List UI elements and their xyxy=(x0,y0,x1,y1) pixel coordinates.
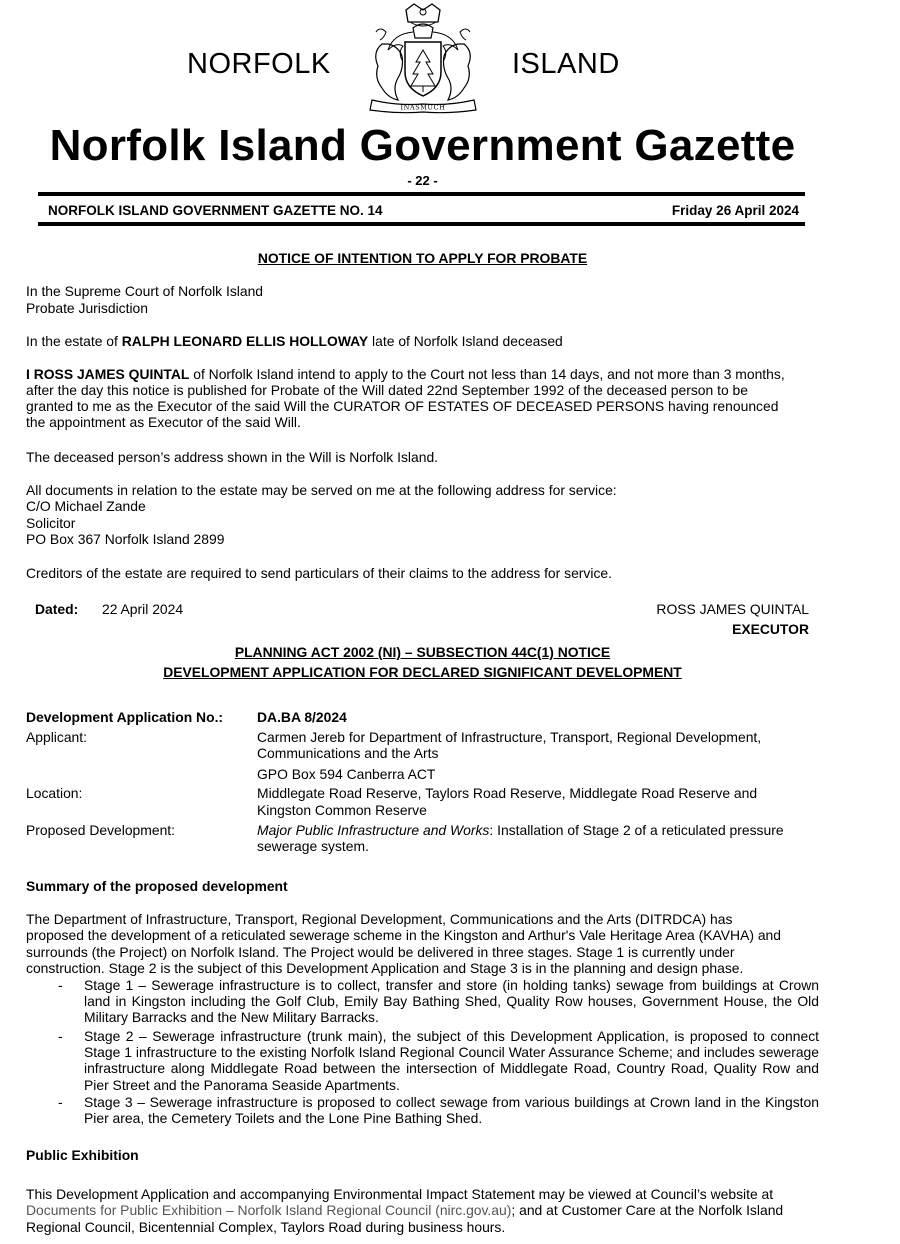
location-label: Location: xyxy=(26,785,83,801)
issue-number: NORFOLK ISLAND GOVERNMENT GAZETTE NO. 14 xyxy=(48,203,383,218)
page-number: - 22 - xyxy=(407,173,438,188)
planning-heading-2: DEVELOPMENT APPLICATION FOR DECLARED SIGNIFICANT DEVELOPMENT xyxy=(163,664,682,680)
masthead-left-word: NORFOLK xyxy=(187,48,331,80)
proposed-line-2: sewerage system. xyxy=(257,838,369,854)
masthead-right-word: ISLAND xyxy=(512,48,620,80)
service-line-2: Solicitor xyxy=(26,515,76,531)
proposed-label: Proposed Development: xyxy=(26,822,176,838)
dated-label: Dated: xyxy=(35,601,79,617)
bullet-dash: - xyxy=(58,1028,63,1044)
dated-value: 22 April 2024 xyxy=(102,601,184,617)
signatory-name: ROSS JAMES QUINTAL xyxy=(656,601,809,617)
summary-line-1: The Department of Infrastructure, Transport, Regional Development, Communications and the Arts (DITRDCA) has xyxy=(26,911,733,927)
applicant-name: I ROSS JAMES QUINTAL xyxy=(26,366,190,382)
intent-line-1: I ROSS JAMES QUINTAL of Norfolk Island intend to apply to the Court not less than 14 days, and not more than 3 months, xyxy=(26,366,785,382)
bottom-rule xyxy=(38,222,805,226)
list-item: Stage 1 – Sewerage infrastructure is to collect, transfer and store (in holding tanks) sewage from buildings at Crown land in Kingston including the Golf Club, Emily Bay Bathing Shed, Quality Row houses, Government House, the Old Military Barracks and the New Military Barracks. xyxy=(84,977,819,1026)
court-line-1: In the Supreme Court of Norfolk Island xyxy=(26,283,264,299)
exhibition-documents-link[interactable]: Documents for Public Exhibition – Norfolk Island Regional Council (nirc.gov.au) xyxy=(26,1202,512,1218)
probate-heading: NOTICE OF INTENTION TO APPLY FOR PROBATE xyxy=(257,250,588,266)
deceased-address-line: The deceased person’s address shown in the Will is Norfolk Island. xyxy=(26,449,439,465)
signatory-role: EXECUTOR xyxy=(732,621,809,637)
exhibition-line-3: Regional Council, Bicentennial Complex, Taylors Road during business hours. xyxy=(26,1219,506,1235)
location-line-2: Kingston Common Reserve xyxy=(257,802,427,818)
creditors-line: Creditors of the estate are required to send particulars of their claims to the address for service. xyxy=(26,565,612,581)
court-line-2: Probate Jurisdiction xyxy=(26,300,148,316)
planning-heading-1: PLANNING ACT 2002 (NI) – SUBSECTION 44C(1) NOTICE xyxy=(234,644,611,660)
service-line-3: PO Box 367 Norfolk Island 2899 xyxy=(26,531,225,547)
intent-line-4: the appointment as Executor of the said Will. xyxy=(26,414,301,430)
service-intro: All documents in relation to the estate may be served on me at the following address for service: xyxy=(26,482,617,498)
issue-date: Friday 26 April 2024 xyxy=(671,203,799,218)
da-number-label: Development Application No.: xyxy=(26,709,224,725)
exhibition-line-1: This Development Application and accompanying Environmental Impact Statement may be viewed at Council’s website at xyxy=(26,1186,774,1202)
da-number-value: DA.BA 8/2024 xyxy=(257,709,347,725)
location-line-1: Middlegate Road Reserve, Taylors Road Reserve, Middlegate Road Reserve and xyxy=(257,785,758,801)
proposed-line-1: Major Public Infrastructure and Works: Installation of Stage 2 of a reticulated pressure xyxy=(257,822,784,838)
summary-line-3: surrounds (the Project) on Norfolk Island. The Project would be delivered in three stages. Stage 1 is currently under xyxy=(26,944,735,960)
service-line-1: C/O Michael Zande xyxy=(26,498,146,514)
summary-line-4: construction. Stage 2 is the subject of this Development Application and Stage 3 is in the planning and design phase. xyxy=(26,960,744,976)
summary-line-2: proposed the development of a reticulated sewerage scheme in the Kingston and Arthur's Vale Heritage Area (KAVHA) and xyxy=(26,927,781,943)
top-rule xyxy=(38,192,805,196)
exhibition-line-2: Documents for Public Exhibition – Norfolk Island Regional Council (nirc.gov.au); and at Customer Care at the Norfolk Island xyxy=(26,1202,784,1218)
list-item: Stage 3 – Sewerage infrastructure is proposed to collect sewage from various buildings at Crown land in the Kingston Pier area, the Cemetery Toilets and the Lone Pine Bathing Shed. xyxy=(84,1094,819,1127)
deceased-name: RALPH LEONARD ELLIS HOLLOWAY xyxy=(121,333,369,349)
summary-heading: Summary of the proposed development xyxy=(26,878,288,894)
gazette-title: Norfolk Island Government Gazette xyxy=(49,121,796,170)
bullet-dash: - xyxy=(58,977,63,993)
applicant-label: Applicant: xyxy=(26,729,88,745)
applicant-line-2: Communications and the Arts xyxy=(257,745,439,761)
svg-text:INASMUCH: INASMUCH xyxy=(400,103,446,112)
applicant-line-3: GPO Box 594 Canberra ACT xyxy=(257,766,436,782)
bullet-dash: - xyxy=(58,1094,63,1110)
coat-of-arms-crest xyxy=(358,2,488,114)
estate-line: In the estate of RALPH LEONARD ELLIS HOLLOWAY late of Norfolk Island deceased xyxy=(26,333,563,349)
list-item: Stage 2 – Sewerage infrastructure (trunk main), the subject of this Development Application, is proposed to connect Stage 1 infrastructure to the existing Norfolk Island Regional Council Water Assurance Scheme; and includes sewerage infrastructure along Middlegate Road between the intersection of Middlegate Road, Country Road, Quality Row and Pier Street and the Panorama Seaside Apartments. xyxy=(84,1028,819,1093)
exhibition-heading: Public Exhibition xyxy=(26,1147,139,1163)
intent-line-2: after the day this notice is published for Probate of the Will dated 22nd September 1992 of the deceased person to be xyxy=(26,382,749,398)
intent-line-3: granted to me as the Executor of the said Will the CURATOR OF ESTATES OF DECEASED PERSONS having renounced xyxy=(26,398,779,414)
applicant-line-1: Carmen Jereb for Department of Infrastructure, Transport, Regional Development, xyxy=(257,729,762,745)
